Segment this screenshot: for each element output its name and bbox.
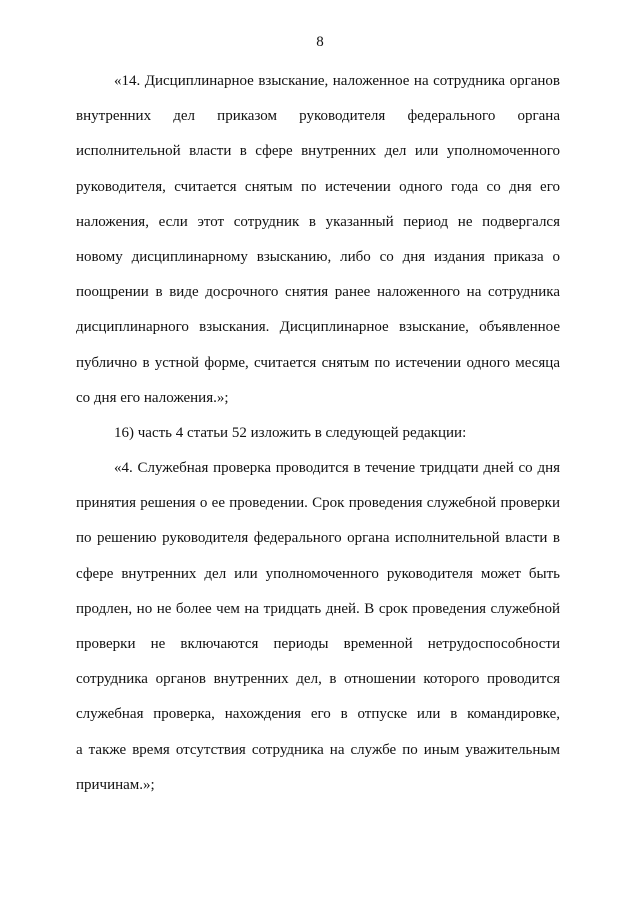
text-line [76, 768, 560, 803]
text-line-content: наложения, если этот сотрудник в указанный период не подвергался [76, 213, 560, 230]
text-line-content: поощрении в виде досрочного снятия ранее наложенного на сотрудника [76, 284, 560, 301]
text-line [76, 697, 560, 732]
text-line-content: исполнительной власти в сфере внутренних дел или уполномоченного [76, 143, 560, 160]
text-line-content: а также время отсутствия сотрудника на службе по иным уважительным [76, 741, 560, 758]
text-line [76, 205, 560, 240]
text-line-content: «4. Служебная проверка проводится в течение тридцати дней со дня [114, 460, 560, 477]
text-line [76, 346, 560, 381]
text-line [76, 240, 560, 275]
text-line-content: служебная проверка, нахождения его в отпуске или в командировке, [76, 706, 560, 723]
text-line-content: руководителя, считается снятым по истечении одного года со дня его [76, 178, 560, 195]
text-line-content: дисциплинарного взыскания. Дисциплинарное взыскание, объявленное [76, 319, 560, 336]
text-line-content: сфере внутренних дел или уполномоченного руководителя может быть [76, 565, 560, 582]
text-line [76, 521, 560, 556]
text-line [76, 486, 560, 521]
text-line [76, 733, 560, 768]
text-line-content: сотрудника органов внутренних дел, в отношении которого проводится [76, 671, 560, 688]
text-line-content: внутренних дел приказом руководителя федерального органа [76, 108, 560, 125]
text-line [76, 64, 560, 99]
paragraph-16 [76, 416, 560, 451]
text-line [76, 381, 560, 416]
text-line [76, 275, 560, 310]
text-line [76, 557, 560, 592]
text-line [76, 416, 560, 451]
text-line [76, 451, 560, 486]
text-line-content: со дня его наложения.»; [76, 389, 229, 406]
text-line-content: продлен, но не более чем на тридцать дней. В срок проведения служебной [76, 600, 560, 617]
text-line [76, 99, 560, 134]
text-line-content: причинам.»; [76, 776, 155, 793]
text-line [76, 662, 560, 697]
text-line-content: 16) часть 4 статьи 52 изложить в следующей редакции: [114, 424, 467, 441]
text-line-content: новому дисциплинарному взысканию, либо со дня издания приказа о [76, 248, 560, 265]
text-line-content: по решению руководителя федерального органа исполнительной власти в [76, 530, 560, 547]
text-line-content: публично в устной форме, считается снятым по истечении одного месяца [76, 354, 560, 371]
text-line-content: принятия решения о ее проведении. Срок проведения служебной проверки [76, 495, 560, 512]
text-line [76, 592, 560, 627]
document-body [76, 64, 560, 803]
paragraph-4 [76, 451, 560, 803]
text-line [76, 170, 560, 205]
page-number: 8 [316, 34, 324, 50]
text-line-content: «14. Дисциплинарное взыскание, наложенное на сотрудника органов [114, 73, 560, 89]
text-line [76, 134, 560, 169]
paragraph-14 [76, 64, 560, 416]
text-line-content: проверки не включаются периоды временной нетрудоспособности [76, 636, 560, 652]
text-line [76, 310, 560, 345]
text-line [76, 627, 560, 662]
